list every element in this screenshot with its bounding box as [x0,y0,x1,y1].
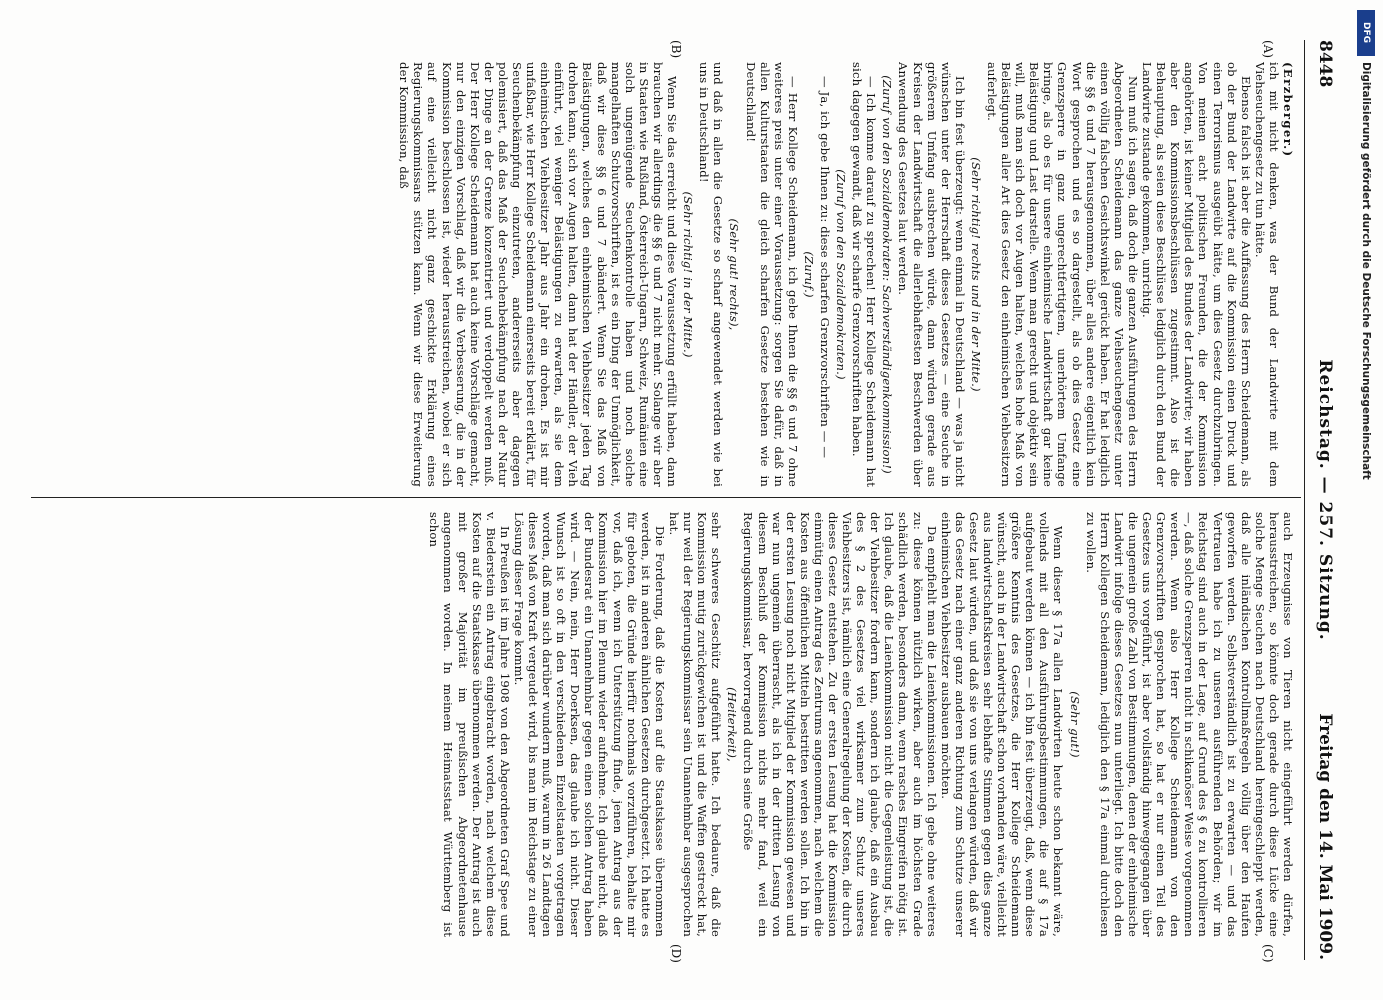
paragraph: — Ja, ich gebe Ihnen zu: diese scharfen Grenzvorschriften — — [818,76,832,459]
paragraph: Ich bin fest überzeugt: wenn einmal in Deutschland — was ja nicht wünschen unter der Herrschaft dieses Gesetzes — eine Seuche in größerem Umfang ausbrechen würde, dann würden gerade aus Kreisen der Landwirtschaft die allerlebhaftesten Beschwerden über Anwendung des Gesetzes laut werden. [896,62,967,487]
paragraph: und daß in allen die Gesetze so scharf angewendet werden wie bei uns in Deutschland! [697,62,726,487]
margin-marker-d: (D) [669,944,683,963]
page-header [1309,40,1335,960]
interjection: (Sehr gut!) [1067,691,1082,758]
interjection: (Zuruf von den Sozialdemokraten.) [834,169,849,380]
paragraph: Ebenso falsch ist aber die Auffassung des Herrn Scheidemann, als ob der Bund der Landwirte auf die Kommission einen Druck und einen Terrorismus ausgeübt hätte, um dies Gesetz durchzubringen. Von meinen acht politischen Freunden, die der Kommission angehörten, ist keiner Mitglied des Bundes der Landwirte; wir haben aber den Kommissionsbeschlüssen zugestimmt. Also ist die Behauptung, als seien diese Beschlüsse lediglich durch den Bund der Landwirte zustande gekommen, unrichtig. [1140,62,1253,487]
dfg-logo-icon: DFG [1357,10,1375,56]
left-column [30,62,1295,487]
margin-marker-c: (C) [1261,944,1275,963]
header-rule [1304,40,1305,960]
paragraph: Wenn dieser § 17a allen Landwirten heute schon bekannt wäre, vollends mit all den Ausführungsbestimmungen, die auf § 17a aufgebaut werden können — ich bin fest überzeugt, daß, wenn diese größere Kenntnis des Gesetzes, die Herr Kollege Scheidemann wünscht, auch in der Landwirtschaft schon vorhanden wäre, vielleicht aus landwirtschaftskreisen sehr lebhafte Stimmen gegen dies ganze Gesetz laut würden, und daß sie von uns verlangen würden, daß wir das Gesetz nach einer ganz anderen Richtung zum Schutze unserer einheimischen Viehbesitzer ausbauen möchten. [938,512,1066,937]
paragraph: ich mit nicht denken, was der Bund der Landwirte mit dem Viehseuchengesetz zu tun hätte. [1252,62,1281,487]
paragraph: Die Forderung, daß die Kosten auf die Staatskasse übernommen werden, ist in anderen ähnlichen Gesetzen durchgesetzt. Ich hatte es für geboten, die Gründe hierfür nochmals vorzuführen, behalte mir vor, daß ich, wenn ich Unterstützung finde, jenen Antrag aus der Kommission hier im Plenum wieder aufnehme. Ich glaube nicht, daß der Bundesrat ein Unannehmbar gegen einen solchen Antrag haben wird. — Nein, nein, Herr Doerksen, das glaube ich nicht. Dieser Wunsch ist so oft in den verschiedenen Einzelstaaten vorgetragen worden, daß man sich darüber wundern muß, warum in 26 Landtagen dieses Maß von Kraft vergeudet wird, bis man im Reichstage zu einer Lösung dieser Frage kommt. [511,512,667,937]
paragraph: auch Erzeugnisse von Tieren nicht eingeführt werden dürfen, herausstreichen, so könnte doch gerade durch diese Lücke eine solche Menge Seuchen nach Deutschland hereingeschleppt werden, daß alle inländischen Kontrollmaßregeln völlig über den Haufen geworfen werden. Selbstverständlich ist zu erwarten — und das Vertrauen habe ich zu unseren ausführenden Behörden; wir im Reichstag sind auch in der Lage, auf Grund des § 6 zu kontrollieren —, daß solche Grenzsperren nicht in schikanöser Weise vorgenommen werden. Wenn also Herr Kollege Scheidemann von den Grenzvorschriften gesprochen hat, so hat er nur einen Teil des Gesetzes uns vorgeführt, ist aber vollständig hinweggegangen über die ungemein große Zahl von Bestimmungen, denen der einheimische Landwirt infolge dieses Gesetzes nun unterliegt. Ich bitte doch den Herrn Kollegen Scheidemann, lediglich den § 17a einmal durchlesen zu wollen. [1083,512,1295,937]
paragraph: — Herr Kollege Scheidemann, ich gebe Ihnen die §§ 6 und 7 ohne weiteres preis unter einer Voraussetzung: sorgen Sie dafür, daß in allen Kulturstaaten die gleich scharfen Gesetze bestehen wie in Deutschland! [743,62,800,487]
interjection: (Zuruf.) [801,251,816,298]
interjection: (Heiterkeit), [725,687,740,762]
paragraph: In Preußen ist im Jahre 1908 von den Abgeordneten Graf Spee und v. Biederstein ein Antrag eingebracht worden, nach welchem diese Kosten auf die Staatskasse übernommen werden. Der Antrag ist auch mit großer Majorität im preußischen Abgeordnetenhause angenommen worden. In meinem Heimatsstaat Württemberg ist schon [427,512,512,937]
interjection: (Zuruf von den Sozialdemokraten: Sachverständigenkommission!) [880,75,895,474]
paragraph: Da empfiehlt man die Laienkommissionen. Ich gebe ohne weiteres zu: diese können nützlich wirken, aber auch im höchsten Grade schädlich werden, besonders dann, wenn rasches Eingreifen nötig ist. Ich glaube, daß die Laienkommission nicht die Gegenleistung ist, die der Viehbesitzer fordern kann, sondern ich glaube, daß ein Ausbau des § 2 des Gesetzes viel wirksamer zum Schutz unseres Viehbesitzers ist, nämlich eine Generalregelung der Kosten, die durch dieses Gesetz entstehen. Zu der ersten Lesung hat die Kommission einmütig einen Antrag des Zentrums angenommen, nach welchem die Kosten aus öffentlichen Mitteln bestritten werden sollen. Ich bin in der ersten Lesung noch nicht Mitglied der Kommission gewesen und war nun ungemein überrascht, als ich in der dritten Lesung von diesem Beschluß der Kommission nichts mehr fand, weil ein Regierungskommissar, hervorragend durch seine Größe [741,512,939,937]
interjection: (Sehr richtig! rechts und in der Mitte.) [968,157,983,392]
paragraph: sehr schweres Geschütz aufgeführt hatte. Ich bedaure, daß die Kommission mutig zurückgewichen ist und die Waffen gestreckt hat, nur weil der Regierungskommissar sein Unannehmbar ausgesprochen hat. [666,512,724,937]
speaker-name: (Erzberger.) [1281,62,1295,158]
column-divider [31,497,1301,498]
digitization-stamp [1357,10,1375,670]
session-title: Reichstag. — 257. Sitzung. [1315,359,1335,641]
interjection: (Sehr gut! rechts), [727,218,742,331]
paragraph: Wenn Sie das erreicht und diese Voraussetzung erfüllt haben, dann brauchen wir allerdings die §§ 6 und 7 nicht mehr. Solange wir aber in Staaten wie Rußland, Österreich-Ungarn, Schweiz, Rumänien eine solch ungenügende Seuchenkontrolle haben und noch solche mangelhaften Schutzvorschriften, ist es ein Ding der Unmöglichkeit, daß wir diese §§ 6 und 7 abändert. Wenn Sie das Maß von Belästigungen, welches den einheimischen Viehbesitzer jeden Tag drohen kann, sich vor Augen halten, dann hat der Händler, der Vieh einführt, viel weniger Belästigungen zu erwarten, als sie dem einheimischen Viehbesitzer Jahr aus Jahr ein drohen. Es ist mir unfaßbar, wie Herr Kollege Scheidemann einerseits bereit erklärt, für Seuchenbekämpfung einzutreten, andererseits aber dagegen polemisiert, daß das Maß der Seuchenbekämpfung nach der Natur der Dinge an der Grenze konzentriert und verdoppelt werden muß. Der Herr Kollege Scheidemann hat auch keine Vorschläge gemacht, nur den einzigen Vorschlag, daß wir die Verbesserung, die in der Kommission beschlossen ist, wieder herausstreichen, wobei er sich auf eine vielleicht nicht ganz geschickte Erklärung eines Regierungskommissars stützen kann. Wenn wir diese Erweiterung der Kommission, daß [397,62,680,487]
paragraph: — Ich komme darauf zu sprechen! Herr Kollege Scheidemann hat sich dagegen gewandt, daß wir scharfe Grenzvorschriften haben. [850,62,879,487]
page-number: 8448 [1315,40,1335,88]
margin-marker-a: (A) [1261,40,1275,59]
paragraph: Nun muß ich sagen, daß doch die ganzen Ausführungen des Herrn Abgeordneten Scheidemann das ganze Viehseuchengesetz unter einen völlig falschen Gesichtswinkel gerückt haben. Er hat lediglich die §§ 6 und 7 herausgenommen, über alles andere eigentlich kein Wort gesprochen und es so dargestellt, als ob dies Gesetz eine Grenzsperre in ganz ungerechtfertigtem, unerhörtem Umfange bringe, als ob es für unsere einheimische Landwirtschaft gar keine Belästigung und Last darstelle. Wenn man gerecht und objektiv sein will, muß man sich doch vor Augen halten, welches hohe Maß von Belästigungen aller Art dies Gesetz den einheimischen Viehbesitzern auferlegt. [985,62,1140,487]
right-column [30,512,1295,937]
interjection: (Sehr richtig! in der Mitte.) [681,191,696,358]
digitization-note: Digitalisierung gefördert durch die Deutsche Forschungsgemeinschaft [1360,62,1372,480]
session-date: Freitag den 14. Mai 1909. [1315,713,1335,960]
margin-marker-b: (B) [669,40,683,59]
